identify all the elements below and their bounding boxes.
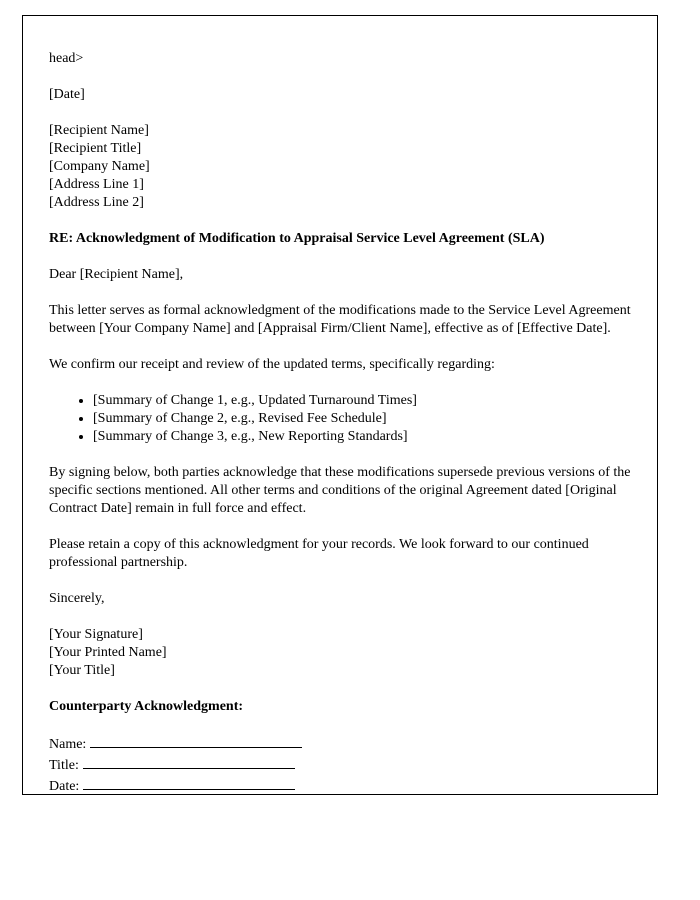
change-item-1: • [Summary of Change 1, e.g., Updated Turnaround Times] (93, 392, 631, 410)
date-placeholder: [Date] (49, 87, 85, 102)
form-line-title (49, 755, 631, 775)
title-fill-line (83, 755, 295, 769)
date-fill-line (83, 776, 295, 790)
paragraph-intro: This letter serves as formal acknowledgment of the modifications made to the Service Level Agreement between [Your Company Name] and [Appraisal Firm/Client Name], effective as of [Effective Date]. (49, 303, 631, 336)
stray-html-fragment: head> (49, 51, 84, 66)
printed-name-line: [Your Printed Name] (49, 645, 167, 660)
form-line-date (49, 776, 631, 795)
your-title-line: [Your Title] (49, 663, 115, 678)
changes-list (49, 392, 631, 446)
signature-block (49, 626, 631, 680)
change-item-2: • [Summary of Change 2, e.g., Revised Fee Schedule] (93, 410, 631, 428)
name-fill-line (90, 734, 302, 748)
acknowledgment-form (49, 734, 631, 795)
paragraph-retain-copy: Please retain a copy of this acknowledgment for your records. We look forward to our continued professional partnership. (49, 537, 589, 570)
signature-line: [Your Signature] (49, 627, 143, 642)
recipient-name-line: [Recipient Name] (49, 123, 149, 138)
form-line-name (49, 734, 631, 754)
company-name-line: [Company Name] (49, 159, 150, 174)
salutation: Dear [Recipient Name], (49, 267, 184, 282)
address-line-2: [Address Line 2] (49, 195, 144, 210)
paragraph-supersede: By signing below, both parties acknowledge that these modifications supersede previous versions of the specific sections mentioned. All other terms and conditions of the original Agreement dated [Original Contract Date] remain in full force and effect. (49, 465, 631, 516)
change-item-3: • [Summary of Change 3, e.g., New Reporting Standards] (93, 428, 631, 446)
letter-page (22, 15, 658, 795)
counterparty-heading: Counterparty Acknowledgment: (49, 699, 244, 714)
recipient-block (49, 122, 631, 212)
paragraph-confirmation: We confirm our receipt and review of the updated terms, specifically regarding: (49, 357, 495, 372)
closing: Sincerely, (49, 591, 105, 606)
subject-line: RE: Acknowledgment of Modification to Appraisal Service Level Agreement (SLA) (49, 231, 545, 246)
address-line-1: [Address Line 1] (49, 177, 144, 192)
form-label-date: Date: (49, 779, 80, 794)
recipient-title-line: [Recipient Title] (49, 141, 142, 156)
form-label-title: Title: (49, 758, 79, 773)
form-label-name: Name: (49, 737, 87, 752)
